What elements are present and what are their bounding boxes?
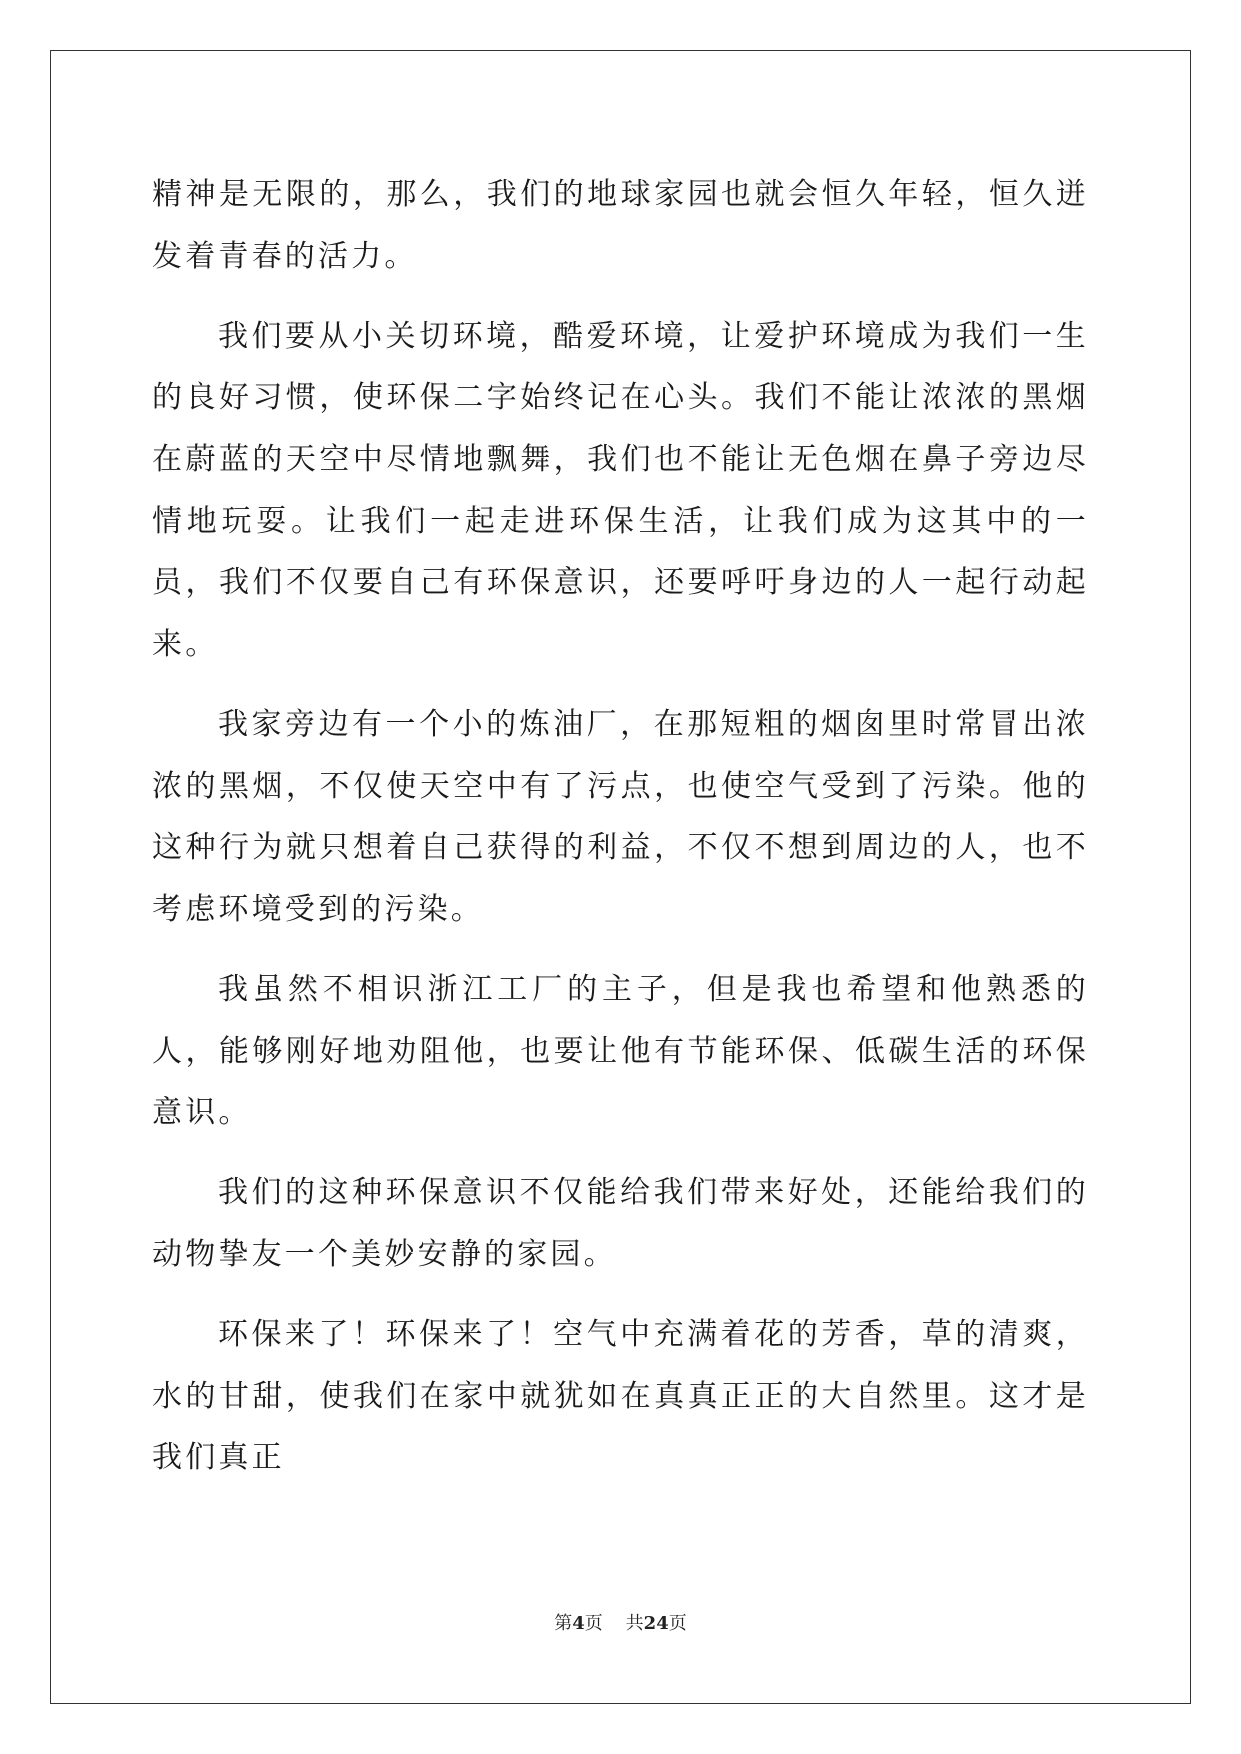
total-suffix: 页 <box>668 1613 687 1634</box>
page-suffix: 页 <box>584 1613 603 1634</box>
paragraph: 我们的这种环保意识不仅能给我们带来好处，还能给我们的动物挚友一个美妙安静的家园。 <box>152 1175 1089 1272</box>
paragraph: 精神是无限的，那么，我们的地球家园也就会恒久年轻，恒久迸发着青春的活力。 <box>152 177 1089 274</box>
paragraph: 环保来了！环保来了！空气中充满着花的芳香，草的清爽，水的甘甜，使我们在家中就犹如在真真正正的大自然里。这才是我们真正 <box>152 1316 1089 1476</box>
footer-separator <box>603 1613 626 1634</box>
page-prefix: 第 <box>554 1613 573 1634</box>
paragraph: 我虽然不相识浙江工厂的主子，但是我也希望和他熟悉的人，能够刚好地劝阻他，也要让他有节能环保、低碳生活的环保意识。 <box>152 972 1089 1131</box>
page-number: 4 <box>572 1613 585 1634</box>
total-pages: 24 <box>643 1613 669 1634</box>
paragraph: 我家旁边有一个小的炼油厂，在那短粗的烟囱里时常冒出浓浓的黑烟，不仅使天空中有了污点，也使空气受到了污染。他的这种行为就只想着自己获得的利益，不仅不想到周边的人，也不考虑环境受到的污染。 <box>152 707 1089 928</box>
page-footer <box>0 1609 1241 1635</box>
total-prefix: 共 <box>625 1613 644 1634</box>
paragraph: 我们要从小关切环境，酷爱环境，让爱护环境成为我们一生的良好习惯，使环保二字始终记在心头。我们不能让浓浓的黑烟在蔚蓝的天空中尽情地飘舞，我们也不能让无色烟在鼻子旁边尽情地玩耍。让我们一起走进环保生活，让我们成为这其中的一员，我们不仅要自己有环保意识，还要呼吁身边的人一起行动起来。 <box>152 318 1089 663</box>
document-body <box>152 164 1089 1507</box>
